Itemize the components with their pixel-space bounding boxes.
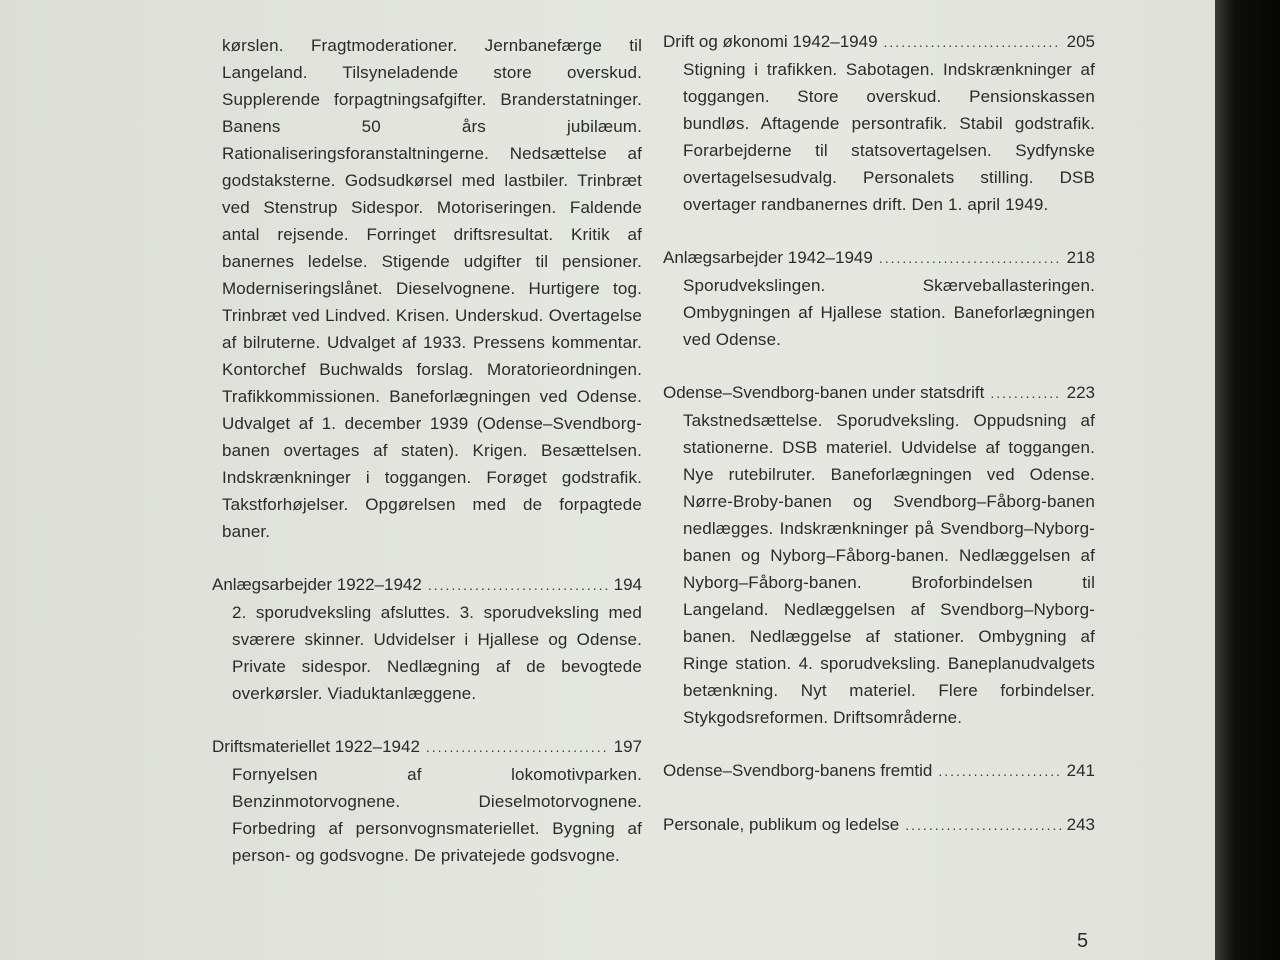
toc-entry-page: 223 bbox=[1066, 383, 1095, 402]
dot-leader bbox=[938, 758, 1060, 785]
toc-entry bbox=[663, 757, 1095, 785]
toc-entry-title: Anlægsarbejder 1922–1942 bbox=[212, 575, 422, 594]
toc-entry-page: 218 bbox=[1066, 248, 1095, 267]
toc-entry bbox=[212, 571, 642, 707]
toc-entry-heading bbox=[212, 733, 642, 761]
dot-leader bbox=[884, 29, 1061, 56]
toc-entry-page: 197 bbox=[613, 737, 642, 756]
toc-entry bbox=[212, 733, 642, 869]
toc-entry-page: 205 bbox=[1066, 32, 1095, 51]
dot-leader bbox=[905, 812, 1060, 839]
dot-leader bbox=[426, 734, 608, 761]
toc-entry-title: Anlægsarbejder 1942–1949 bbox=[663, 248, 873, 267]
dot-leader bbox=[990, 380, 1060, 407]
toc-entry-heading bbox=[663, 244, 1095, 272]
toc-left-column bbox=[212, 32, 642, 895]
toc-entry-page: 194 bbox=[613, 575, 642, 594]
toc-entry-heading bbox=[663, 28, 1095, 56]
toc-entry-title: Drift og økonomi 1942–1949 bbox=[663, 32, 878, 51]
toc-entry-title: Odense–Svendborg-banen under statsdrift bbox=[663, 383, 985, 402]
dot-leader bbox=[428, 572, 608, 599]
toc-entry bbox=[663, 28, 1095, 218]
toc-entry-text: 2. sporudveksling afsluttes. 3. sporudveksling med sværere skinner. Udvidelser i Hjallese og Odense. Private sidespor. Nedlægning af de bevogtede overkørsler. Viaduktanlæggene. bbox=[232, 603, 642, 703]
toc-entry-heading bbox=[663, 379, 1095, 407]
page-edge-shadow bbox=[1215, 0, 1280, 960]
toc-entry-heading bbox=[663, 757, 1095, 785]
toc-entry-text: Fornyelsen af lokomotivparken. Benzinmotorvognene. Dieselmotorvognene. Forbedring af personvognsmateriellet. Bygning af person- og godsvogne. De privatejede godsvogne. bbox=[232, 765, 642, 865]
toc-entry-title: Odense–Svendborg-banens fremtid bbox=[663, 761, 933, 780]
dot-leader bbox=[879, 245, 1061, 272]
toc-entry-text: Stigning i trafikken. Sabotagen. Indskrænkninger af toggangen. Store overskud. Pensionskassen bundløs. Aftagende persontrafik. Stabil godstrafik. Forarbejderne til statsovertagelsen. Sydfynske overtagelsesudvalg. Personalets stilling. DSB overtager randbanernes drift. Den 1. april 1949. bbox=[683, 60, 1095, 214]
toc-entry bbox=[663, 811, 1095, 839]
toc-right-column bbox=[663, 28, 1095, 865]
toc-continued-text: kørslen. Fragtmoderationer. Jernbanefærge til Langeland. Tilsyneladende store overskud. Supplerende forpagtningsafgifter. Branderstatninger. Banens 50 års jubilæum. Rationaliseringsforanstaltningerne. Nedsættelse af godstaksterne. Godsudkørsel med lastbiler. Trinbræt ved Stenstrup Sidespor. Motoriseringen. Faldende antal rejsende. Forringet driftsresultat. Kritik af banernes ledelse. Stigende udgifter til pensioner. Moderniseringslånet. Dieselvognene. Hurtigere tog. Trinbræt ved Lindved. Krisen. Underskud. Overtagelse af bilruterne. Udvalget af 1933. Pressens kommentar. Kontorchef Buchwalds forslag. Moratorieordningen. Trafikkommissionen. Baneforlægningen ved Odense. Udvalget af 1. december 1939 (Odense–Svendborg-banen overtages af staten). Krigen. Besættelsen. Indskrænkninger i toggangen. Forøget godstrafik. Takstforhøjelser. Opgørelsen med de forpagtede baner. bbox=[222, 36, 642, 541]
toc-entry-text: Takstnedsættelse. Sporudveksling. Oppudsning af stationerne. DSB materiel. Udvidelse af toggangen. Nye rutebilruter. Baneforlægningen ved Odense. Nørre-Broby-banen og Svendborg–Fåborg-banen nedlægges. Indskrænkninger på Svendborg–Nyborg-banen og Nyborg–Fåborg-banen. Nedlæggelsen af Nyborg–Fåborg-banen. Broforbindelsen til Langeland. Nedlæggelsen af Svendborg–Nyborg-banen. Nedlæggelse af stationer. Ombygning af Ringe station. 4. sporudveksling. Baneplanudvalgets betænkning. Nyt materiel. Flere forbindelser. Stykgodsreformen. Driftsområderne. bbox=[683, 411, 1095, 727]
toc-entry bbox=[663, 244, 1095, 353]
toc-entry-page: 241 bbox=[1066, 761, 1095, 780]
toc-entry bbox=[663, 379, 1095, 731]
toc-entry-text: Sporudvekslingen. Skærveballasteringen. Ombygningen af Hjallese station. Baneforlægningen ved Odense. bbox=[683, 276, 1095, 349]
page-number: 5 bbox=[1077, 930, 1089, 952]
toc-entry-title: Driftsmateriellet 1922–1942 bbox=[212, 737, 420, 756]
toc-entry-heading bbox=[212, 571, 642, 599]
toc-entry-title: Personale, publikum og ledelse bbox=[663, 815, 900, 834]
toc-entry-page: 243 bbox=[1066, 815, 1095, 834]
toc-entry-heading bbox=[663, 811, 1095, 839]
